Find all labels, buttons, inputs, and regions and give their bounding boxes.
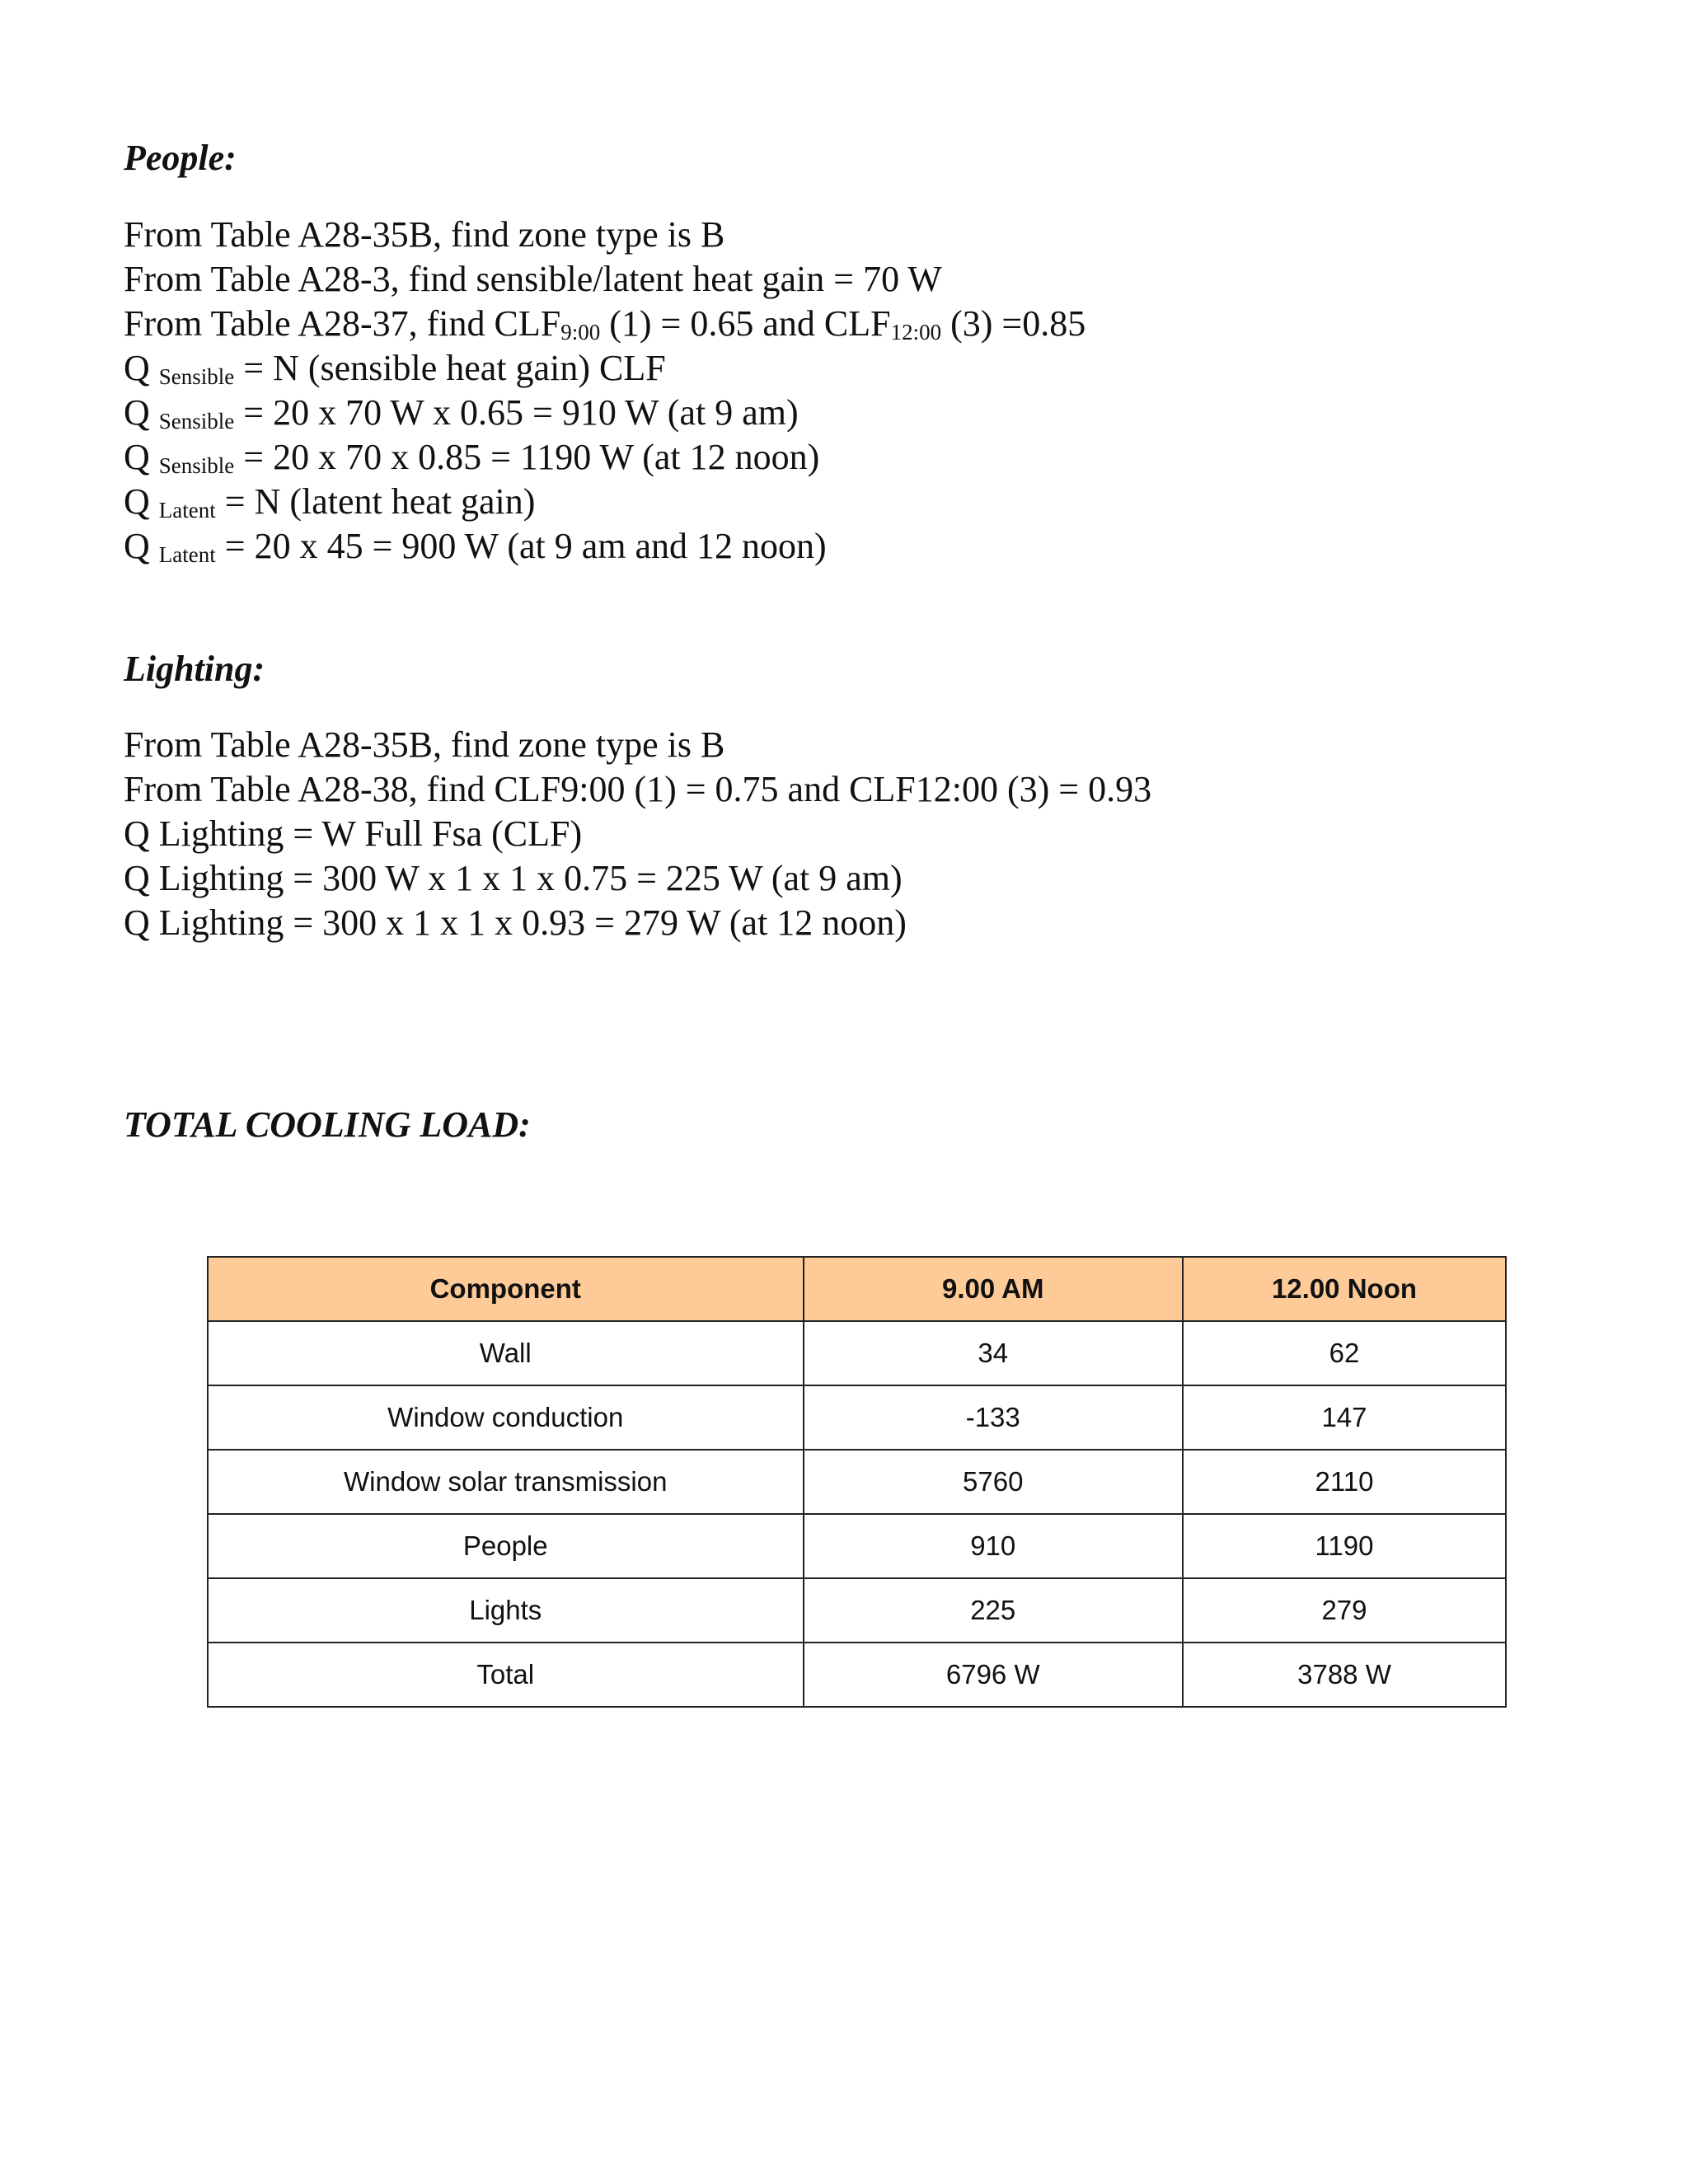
line-text: = N (sensible heat gain) CLF	[234, 348, 666, 388]
table-row	[208, 1643, 1506, 1707]
subscript: Latent	[158, 542, 216, 567]
subscript: Sensible	[158, 409, 235, 434]
subscript: 9:00	[560, 320, 601, 344]
line-text: From Table A28-35B, find zone type is B	[124, 724, 725, 765]
subscript: 12:00	[890, 320, 942, 344]
line-text: = N (latent heat gain)	[215, 481, 536, 522]
table-row	[208, 1514, 1506, 1578]
total-cooling-load-heading: TOTAL COOLING LOAD:	[124, 1104, 531, 1145]
line-text: Q	[124, 481, 159, 522]
line-text: From Table A28-37, find CLF	[124, 303, 561, 344]
text-line	[124, 346, 1085, 391]
line-text: = 20 x 70 x 0.85 = 1190 W (at 12 noon)	[234, 437, 820, 477]
line-text: = 20 x 45 = 900 W (at 9 am and 12 noon)	[215, 526, 827, 566]
text-line	[124, 901, 1151, 945]
table-cell: 279	[1183, 1578, 1506, 1643]
table-header-row	[208, 1257, 1506, 1321]
table-row	[208, 1385, 1506, 1450]
lighting-calculations	[124, 723, 1151, 945]
people-calculations	[124, 213, 1085, 569]
table-cell: 147	[1183, 1385, 1506, 1450]
cooling-load-table	[207, 1256, 1507, 1708]
lighting-heading: Lighting:	[124, 649, 265, 689]
table-cell: People	[208, 1514, 804, 1578]
table-cell: Window solar transmission	[208, 1450, 804, 1514]
line-text: Q Lighting = W Full Fsa (CLF)	[124, 813, 583, 854]
line-text: (3) =0.85	[941, 303, 1086, 344]
text-line	[124, 767, 1151, 812]
line-text: Q Lighting = 300 x 1 x 1 x 0.93 = 279 W (at 12 noon)	[124, 902, 907, 943]
table-cell: 5760	[804, 1450, 1183, 1514]
table-cell: Lights	[208, 1578, 804, 1643]
text-line	[124, 213, 1085, 257]
line-text: Q	[124, 348, 159, 388]
line-text: (1) = 0.65 and CLF	[600, 303, 891, 344]
column-header: Component	[208, 1257, 804, 1321]
line-text: Q	[124, 437, 159, 477]
line-text: Q Lighting = 300 W x 1 x 1 x 0.75 = 225 W (at 9 am)	[124, 858, 903, 898]
line-text: = 20 x 70 W x 0.65 = 910 W (at 9 am)	[234, 392, 799, 433]
subscript: Sensible	[158, 453, 235, 478]
people-heading: People:	[124, 138, 237, 178]
table-row	[208, 1578, 1506, 1643]
subscript: Sensible	[158, 364, 235, 389]
table-cell: -133	[804, 1385, 1183, 1450]
table-row	[208, 1450, 1506, 1514]
line-text: From Table A28-35B, find zone type is B	[124, 214, 725, 255]
line-text: Q	[124, 526, 159, 566]
table-cell: 2110	[1183, 1450, 1506, 1514]
line-text: Q	[124, 392, 159, 433]
line-text: From Table A28-3, find sensible/latent heat gain = 70 W	[124, 259, 942, 299]
table-cell: Wall	[208, 1321, 804, 1385]
subscript: Latent	[158, 498, 216, 523]
table-cell: Window conduction	[208, 1385, 804, 1450]
table-cell: 1190	[1183, 1514, 1506, 1578]
line-text: From Table A28-38, find CLF9:00 (1) = 0.75 and CLF12:00 (3) = 0.93	[124, 769, 1152, 809]
table-cell: 6796 W	[804, 1643, 1183, 1707]
text-line	[124, 723, 1151, 767]
table-row	[208, 1321, 1506, 1385]
text-line	[124, 302, 1085, 346]
table-cell: Total	[208, 1643, 804, 1707]
text-line	[124, 812, 1151, 856]
text-line	[124, 480, 1085, 524]
table-cell: 62	[1183, 1321, 1506, 1385]
column-header: 12.00 Noon	[1183, 1257, 1506, 1321]
table-cell: 910	[804, 1514, 1183, 1578]
text-line	[124, 435, 1085, 480]
column-header: 9.00 AM	[804, 1257, 1183, 1321]
table-cell: 225	[804, 1578, 1183, 1643]
text-line	[124, 257, 1085, 302]
text-line	[124, 856, 1151, 901]
text-line	[124, 391, 1085, 435]
table-cell: 3788 W	[1183, 1643, 1506, 1707]
text-line	[124, 524, 1085, 569]
table-cell: 34	[804, 1321, 1183, 1385]
